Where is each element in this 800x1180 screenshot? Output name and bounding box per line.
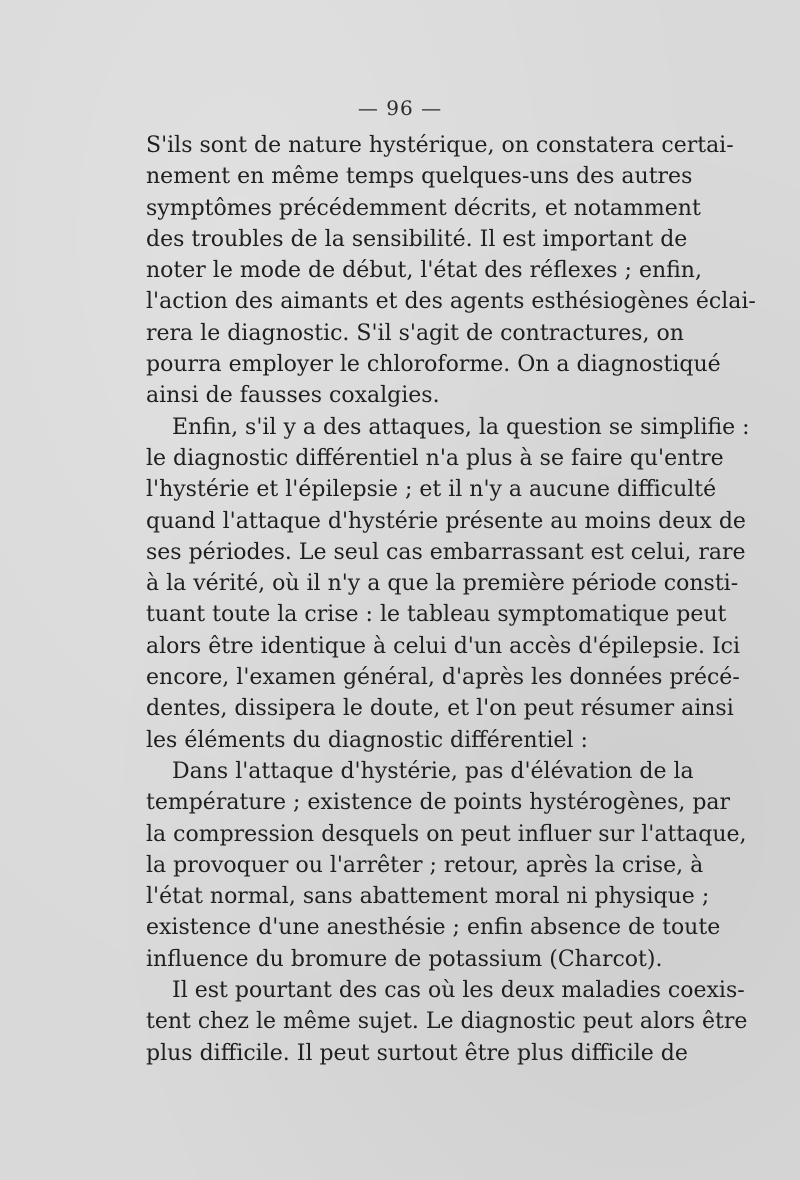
text-line: plus difficile. Il peut surtout être plus difficile de bbox=[146, 1040, 688, 1066]
text-line: existence d'une anesthésie ; enfin absence de toute bbox=[146, 915, 721, 941]
page-number: — 96 — bbox=[357, 96, 443, 120]
paragraph bbox=[146, 130, 756, 412]
text-line: le diagnostic différentiel n'a plus à se faire qu'entre bbox=[146, 445, 724, 471]
text-line: pourra employer le chloroforme. On a diagnostiqué bbox=[146, 352, 721, 378]
text-line: l'hystérie et l'épilepsie ; et il n'y a aucune difficulté bbox=[146, 477, 717, 503]
text-line: l'état normal, sans abattement moral ni physique ; bbox=[146, 884, 710, 910]
text-line: influence du bromure de potassium (Charcot). bbox=[146, 946, 663, 972]
text-line: rera le diagnostic. S'il s'agit de contractures, on bbox=[146, 320, 684, 346]
text-line: les éléments du diagnostic différentiel : bbox=[146, 727, 588, 753]
paragraph bbox=[146, 412, 750, 756]
text-line: Enfin, s'il y a des attaques, la question se simplifie : bbox=[172, 414, 750, 440]
text-line: encore, l'examen général, d'après les données précé- bbox=[146, 665, 740, 691]
text-line: Il est pourtant des cas où les deux maladies coexis- bbox=[172, 978, 745, 1004]
text-line: tuant toute la crise : le tableau symptomatique peut bbox=[146, 602, 727, 628]
text-line: tent chez le même sujet. Le diagnostic peut alors être bbox=[146, 1009, 748, 1035]
text-line: Dans l'attaque d'hystérie, pas d'élévation de la bbox=[172, 758, 694, 784]
text-line: des troubles de la sensibilité. Il est important de bbox=[146, 226, 688, 252]
text-line: symptômes précédemment décrits, et notamment bbox=[146, 195, 701, 221]
text-line: la compression desquels on peut influer sur l'attaque, bbox=[146, 821, 747, 847]
text-line: noter le mode de début, l'état des réflexes ; enfin, bbox=[146, 258, 702, 284]
text-line: ses périodes. Le seul cas embarrassant est celui, rare bbox=[146, 539, 746, 565]
text-line: nement en même temps quelques-uns des autres bbox=[146, 164, 693, 190]
text-line: quand l'attaque d'hystérie présente au moins deux de bbox=[146, 508, 746, 534]
paragraph bbox=[146, 975, 748, 1069]
body-text bbox=[146, 130, 756, 1069]
text-line: à la vérité, où il n'y a que la première période consti- bbox=[146, 571, 739, 597]
text-line: l'action des aimants et des agents esthésiogènes éclai- bbox=[146, 289, 756, 315]
text-line: température ; existence de points hystérogènes, par bbox=[146, 790, 731, 816]
text-line: S'ils sont de nature hystérique, on constatera certai- bbox=[146, 133, 734, 158]
text-line: alors être identique à celui d'un accès d'épilepsie. Ici bbox=[146, 633, 741, 659]
text-line: ainsi de fausses coxalgies. bbox=[146, 383, 440, 409]
text-line: la provoquer ou l'arrêter ; retour, après la crise, à bbox=[146, 852, 704, 878]
text-line: dentes, dissipera le doute, et l'on peut résumer ainsi bbox=[146, 696, 734, 722]
paragraph bbox=[146, 756, 747, 975]
